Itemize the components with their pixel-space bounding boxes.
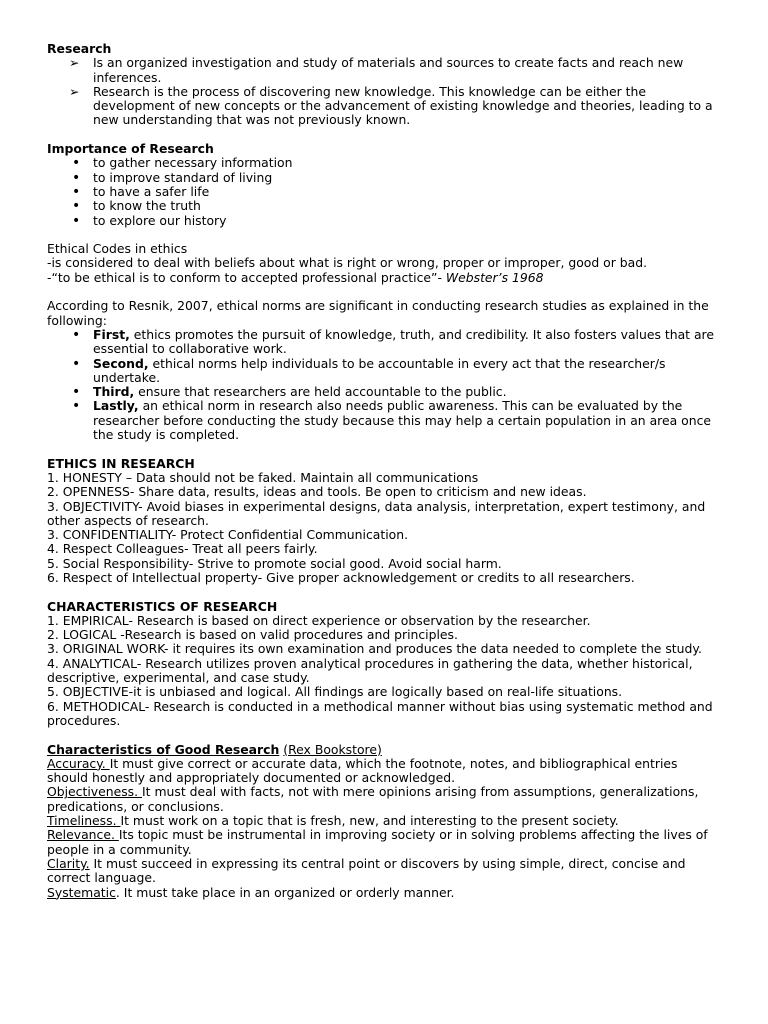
list-item-text: ethical norms help individuals to be accountable in every act that the researcher/s undertake. [93, 355, 666, 385]
importance-list [47, 156, 718, 227]
list-item: 4. Respect Colleagues- Treat all peers fairly. [47, 541, 318, 557]
characteristics-heading: CHARACTERISTICS OF RESEARCH [47, 598, 278, 614]
list-item-lead: Second, [93, 355, 149, 371]
arrow-bullet-icon: ➢ [69, 83, 80, 99]
list-item [47, 171, 718, 185]
list-item: 5. OBJECTIVE-it is unbiased and logical. All findings are logically based on real-life situations. [47, 684, 623, 700]
term: Systematic [47, 884, 116, 900]
list-item [47, 156, 718, 170]
list-item-text: to have a safer life [93, 183, 210, 199]
list-item-text: an ethical norm in research also needs public awareness. This can be evaluated by the researcher before conducting the study because this may help a certain population in an area once the study is completed. [93, 398, 712, 443]
list-item [47, 886, 718, 900]
list-item-lead: First, [93, 326, 130, 342]
good-research-source: (Rex Bookstore) [283, 741, 382, 757]
term-text: . It must take place in an organized or orderly manner. [115, 884, 455, 900]
list-item-text: ethics promotes the pursuit of knowledge, truth, and credibility. It also fosters values that are essential to collaborative work. [93, 326, 715, 357]
list-item-text: Research is the process of discovering new knowledge. This knowledge can be either the development of new concepts or the advancement of existing knowledge and theories, leading to a new understanding that was not previously known. [93, 83, 713, 128]
bullet-icon: • [72, 155, 81, 172]
ethical-codes-line: -is considered to deal with beliefs about what is right or wrong, proper or improper, good or bad. [47, 255, 648, 271]
term: Timeliness. [47, 813, 121, 829]
list-item: 2. LOGICAL -Research is based on valid procedures and principles. [47, 627, 458, 643]
ethics-in-research-heading: ETHICS IN RESEARCH [47, 455, 195, 471]
list-item [47, 399, 718, 442]
list-item: 3. CONFIDENTIALITY- Protect Confidential Communication. [47, 527, 409, 543]
term-text: It must give correct or accurate data, which the footnote, notes, and bibliographical entries should honestly and appropriately documented or acknowledged. [47, 755, 678, 786]
list-item [47, 814, 718, 828]
list-item [47, 185, 718, 199]
list-item: 1. EMPIRICAL- Research is based on direct experience or observation by the researcher. [47, 612, 591, 628]
term-text: It must succeed in expressing its central point or discovers by using simple, direct, concise and correct language. [47, 855, 686, 886]
list-item: 3. OBJECTIVITY- Avoid biases in experimental designs, data analysis, interpretation, expert testimony, and other aspects of research. [47, 498, 706, 528]
list-item: 1. HONESTY – Data should not be faked. Maintain all communications [47, 469, 479, 485]
ethical-codes-heading: Ethical Codes in ethics [47, 241, 188, 257]
list-item [47, 828, 718, 857]
term: Objectiveness. [47, 784, 143, 800]
bullet-icon: • [72, 384, 81, 401]
good-research-title: Characteristics of Good Research [47, 741, 280, 757]
term: Clarity. [47, 855, 90, 871]
list-item [47, 199, 718, 213]
list-item: 6. METHODICAL- Research is conducted in a methodical manner without bias using systematic method and procedures. [47, 698, 713, 728]
list-item [47, 214, 718, 228]
bullet-icon: • [72, 398, 81, 415]
good-research-heading [47, 743, 718, 757]
list-item: 3. ORIGINAL WORK- it requires its own examination and produces the data needed to complete the study. [47, 641, 702, 657]
list-item-lead: Third, [93, 384, 135, 400]
list-item [47, 56, 718, 85]
arrow-bullet-icon: ➢ [69, 55, 80, 71]
ethical-codes-quote [47, 271, 718, 285]
list-item [47, 85, 718, 128]
list-item: 2. OPENNESS- Share data, results, ideas and tools. Be open to criticism and new ideas. [47, 484, 587, 500]
bullet-icon: • [72, 169, 81, 186]
list-item: 6. Respect of Intellectual property- Give proper acknowledgement or credits to all researchers. [47, 569, 635, 585]
list-item-text: to improve standard of living [93, 169, 273, 185]
list-item-lead: Lastly, [93, 398, 139, 414]
list-item [47, 385, 718, 399]
list-item-text: ensure that researchers are held accountable to the public. [134, 384, 507, 400]
importance-heading: Importance of Research [47, 141, 214, 157]
list-item [47, 357, 718, 386]
list-item-text: to explore our history [93, 212, 227, 228]
bullet-icon: • [72, 198, 81, 215]
resnik-list [47, 328, 718, 442]
list-item-text: to know the truth [93, 198, 201, 214]
term: Relevance. [47, 827, 119, 843]
quote-text: -“to be ethical is to conform to accepted professional practice”- [47, 269, 446, 285]
quote-source: Webster’s 1968 [445, 269, 544, 285]
term-text: Its topic must be instrumental in improving society or in solving problems affecting the lives of people in a community. [47, 827, 708, 857]
bullet-icon: • [72, 183, 81, 200]
bullet-icon: • [72, 326, 81, 343]
list-item [47, 328, 718, 357]
list-item [47, 785, 718, 814]
resnik-intro: According to Resnik, 2007, ethical norms are significant in conducting research studies as explained in the following: [47, 298, 709, 328]
list-item: 5. Social Responsibility- Strive to promote social good. Avoid social harm. [47, 555, 502, 571]
bullet-icon: • [72, 355, 81, 372]
term: Accuracy. [47, 755, 110, 771]
list-item [47, 757, 718, 786]
research-list [47, 56, 718, 127]
list-item-text: to gather necessary information [93, 155, 293, 171]
research-heading: Research [47, 41, 112, 56]
bullet-icon: • [72, 212, 81, 229]
list-item-text: Is an organized investigation and study of materials and sources to create facts and reach new inferences. [93, 55, 684, 85]
term-text: It must work on a topic that is fresh, new, and interesting to the present society. [120, 813, 619, 829]
term-text: It must deal with facts, not with mere opinions arising from assumptions, generalizations, predications, or conclusions. [47, 784, 699, 814]
list-item: 4. ANALYTICAL- Research utilizes proven analytical procedures in gathering the data, whether historical, descriptive, experimental, and case study. [47, 655, 693, 686]
list-item [47, 857, 718, 886]
